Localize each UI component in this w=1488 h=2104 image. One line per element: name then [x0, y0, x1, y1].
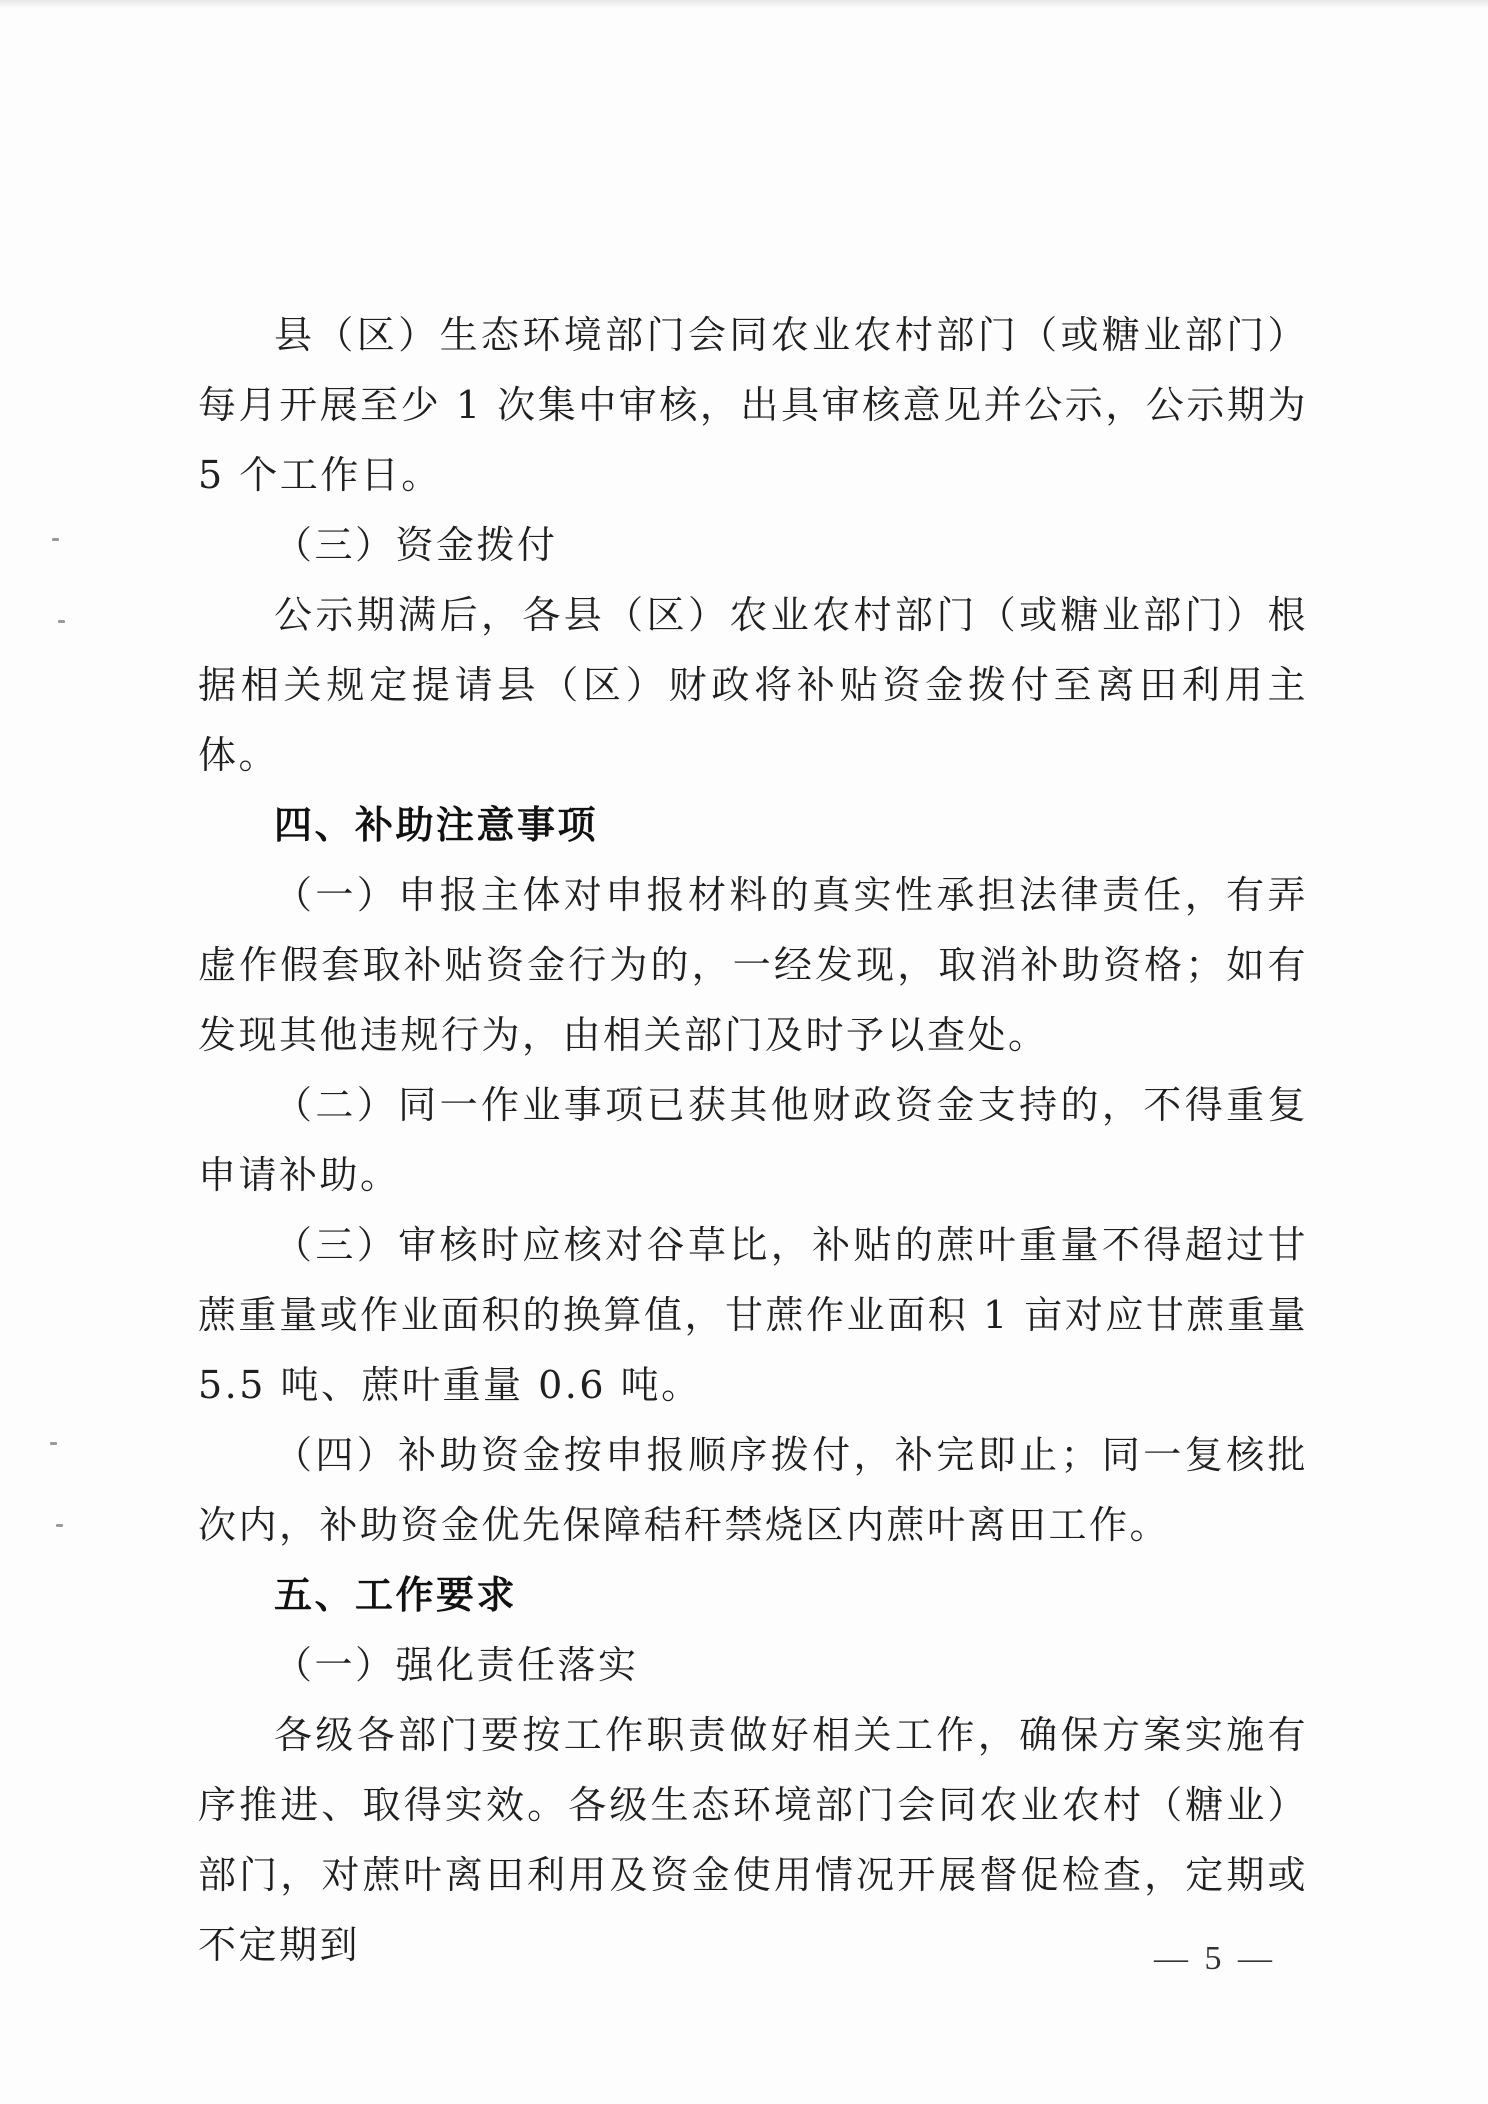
body-text: [198, 300, 1308, 1980]
subheading-fund-disbursement: （三）资金拨付: [274, 523, 558, 567]
section-heading-notes: 四、补助注意事项: [274, 803, 599, 847]
paragraph-note-2: （二）同一作业事项已获其他财政资金支持的，不得重复申请补助。: [198, 1083, 1308, 1197]
section-heading-requirements: 五、工作要求: [274, 1573, 518, 1617]
paragraph-review: 县（区）生态环境部门会同农业农村部门（或糖业部门）每月开展至少 1 次集中审核，出具审核意见并公示，公示期为 5 个工作日。: [198, 313, 1308, 497]
scan-speck: [56, 1524, 63, 1527]
paragraph-note-4: （四）补助资金按申报顺序拨付，补完即止；同一复核批次内，补助资金优先保障秸秆禁烧区内蔗叶离田工作。: [198, 1433, 1308, 1547]
subheading-responsibility: （一）强化责任落实: [274, 1643, 639, 1687]
paragraph-disbursement: 公示期满后，各县（区）农业农村部门（或糖业部门）根据相关规定提请县（区）财政将补贴资金拨付至离田利用主体。: [198, 593, 1308, 777]
paragraph-responsibility: 各级各部门要按工作职责做好相关工作，确保方案实施有序推进、取得实效。各级生态环境部门会同农业农村（糖业）部门，对蔗叶离田利用及资金使用情况开展督促检查，定期或不定期到: [198, 1713, 1308, 1967]
scan-top-edge: [0, 0, 1488, 8]
paragraph-note-1: （一）申报主体对申报材料的真实性承担法律责任，有弄虚作假套取补贴资金行为的，一经发现，取消补助资格；如有发现其他违规行为，由相关部门及时予以查处。: [198, 873, 1308, 1057]
page-number: — 5 —: [1154, 1940, 1276, 1977]
paragraph-note-3: （三）审核时应核对谷草比，补贴的蔗叶重量不得超过甘蔗重量或作业面积的换算值，甘蔗作业面积 1 亩对应甘蔗重量 5.5 吨、蔗叶重量 0.6 吨。: [198, 1223, 1308, 1407]
scan-speck: [58, 620, 65, 623]
scan-speck: [50, 1442, 57, 1445]
scan-speck: [52, 538, 59, 541]
